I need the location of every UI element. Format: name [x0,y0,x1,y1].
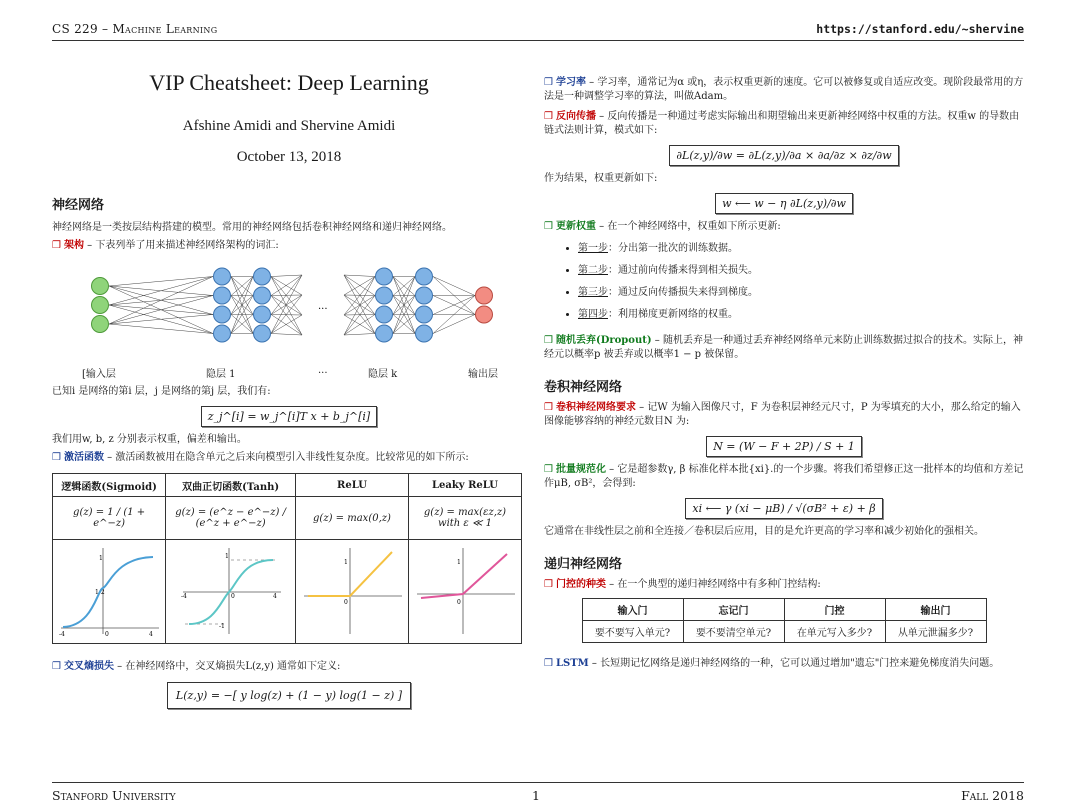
connection-fade [344,275,375,277]
leaky-relu-curve [421,554,507,598]
ellipsis: ... [318,301,328,312]
leaky-relu-plot [409,540,521,640]
connection-fade [344,277,375,316]
bp-text: – 反向传播是一种通过考虑实际输出和期望输出来更新神经网络中权重的方法。权重w 的导数由链式法则计算，模式如下: [544,111,1020,136]
checkbox-icon: ❒ [544,221,553,232]
connection [109,277,213,306]
activation-table [52,473,522,644]
bp-line [544,110,1024,138]
lr-line [544,76,1024,104]
neuron-output [476,306,493,323]
connection-fade [271,334,302,336]
neuron-hidden-b [254,287,271,304]
tick-neg1: -1 [218,623,225,630]
step-label: 第三步 [578,287,608,298]
lr-text: – 学习率，通常记为α 或η，表示权重更新的速度。它可以被修复或自适应改变。现阶段最常用的方法是一种调整学习率的算法，叫做Adam。 [544,77,1024,102]
lstm-text: – 长短期记忆网络是递归神经网络的一种，它可以通过增加"遗忘"门控来避免梯度消失问题。 [588,658,1000,669]
tick-1: 1 [456,559,461,566]
update-formula: w ⟵ w − η ∂L(z,y)/∂w [715,193,853,214]
connection-fade [271,295,302,334]
page-title: VIP Cheatsheet: Deep Learning [149,70,429,95]
sigmoid-plot [53,540,165,640]
act-header-tanh: 双曲正切函数(Tanh) [166,474,296,497]
cnn-keyword: 卷积神经网络要求 [555,402,636,413]
connection [433,277,475,296]
connection-fade [344,296,375,336]
gate-header-forget: 忘记门 [683,599,784,621]
connection-fade [271,275,302,315]
uw-line [544,220,1024,234]
act-formula-leaky [408,497,521,540]
tick-1: 1 [99,555,103,562]
tanh-plot [175,540,287,640]
gate-value-forget: 要不要清空单元? [683,621,784,643]
wbz-text: 我们用w, b, z 分别表示权重，偏差和输出。 [52,434,247,445]
list-item [578,304,1024,326]
ce-text: – 在神经网络中，交叉熵损失L(z,y) 通常如下定义: [113,661,341,672]
lstm-keyword: LSTM [555,658,589,669]
neuron-hidden-d [416,306,433,323]
uw-keyword: 更新权重 [555,221,596,232]
relu-plot [296,540,408,640]
page-header [52,22,1024,41]
tick-neg4: -4 [59,631,65,638]
url-link[interactable]: https://stanford.edu/~shervine [816,22,1024,36]
neuron-hidden-d [416,287,433,304]
checkbox-icon: ❒ [544,658,553,669]
cnn-line [544,401,1024,429]
gate-text: – 在一个典型的递归神经网络中有多种门控结构: [605,579,821,590]
dropout-keyword: 随机丢弃(Dropout) [555,335,652,346]
page-footer [52,782,1024,805]
ce-line [52,660,526,674]
index-text: 已知i 是网络的第i 层，j 是网络的第j 层，我们有: [52,386,271,397]
lstm-line [544,657,1024,671]
checkbox-icon: ❒ [544,579,553,590]
tick-4: 4 [149,631,153,638]
arch-keyword: 架构 [63,240,84,251]
gate-value-output: 从单元泄漏多少? [885,621,986,643]
act-formula-leaky-text: g(z) = max(εz,z) [423,507,507,518]
neuron-hidden-c [376,287,393,304]
tick-0: 0 [343,599,348,606]
checkbox-icon: ❒ [544,464,553,475]
gate-header-gate: 门控 [784,599,885,621]
step-label: 第四步 [578,309,608,320]
tick-0: 0 [456,599,461,606]
bn-keyword: 批量规范化 [555,464,606,475]
bp-keyword: 反向传播 [555,111,596,122]
arch-text: – 下表列举了用来描述神经网络架构的词汇: [83,240,279,251]
neuron-hidden-c [376,268,393,285]
step-label: 第二步 [578,265,608,276]
leaky-note: with ε ≪ 1 [438,518,492,529]
network-diagram [52,253,526,361]
cnn-formula: N = (W − F + 2P) / S + 1 [706,436,862,457]
connection [109,277,213,325]
bn-line [544,463,1024,491]
bn-formula: xi ⟵ γ (xi − μB) / √(σB² + ε) + β [685,498,882,519]
neuron-hidden-d [416,268,433,285]
neuron-hidden-a [214,306,231,323]
tick-1: 1 [224,553,229,560]
left-column [52,48,526,715]
step-label: 第一步 [578,243,608,254]
steps-list [544,238,1024,326]
layer-label-output: 输出层 [468,369,498,380]
authors: Afshine Amidi and Shervine Amidi [182,118,396,134]
checkbox-icon: ❒ [52,240,61,251]
nn-intro: 神经网络是一类按层结构搭建的模型。常用的神经网络包括卷积神经网络和递归神经网络。 [52,222,452,233]
gate-line [544,578,1024,592]
gate-table [582,598,987,643]
layer-label-dots: ... [318,365,328,376]
neuron-hidden-b [254,268,271,285]
act-line [52,451,526,465]
ce-formula: L(z,y) = −[ y log(z) + (1 − y) log(1 − z) ] [167,682,411,709]
checkbox-icon: ❒ [544,402,553,413]
course-name: CS 229 – Machine Learning [52,22,218,36]
lr-keyword: 学习率 [555,77,586,88]
neuron-hidden-c [376,306,393,323]
plot-leaky-cell [408,540,521,644]
gate-header-input: 输入门 [582,599,683,621]
act-header-leaky: Leaky ReLU [408,474,521,497]
step-text: ：分出第一批次的训练数据。 [608,243,738,254]
checkbox-icon: ❒ [544,111,553,122]
tick-1: 1 [343,559,348,566]
neuron-hidden-c [376,325,393,342]
section-heading-nn: 神经网络 [52,198,105,213]
section-heading-cnn: 卷积神经网络 [544,380,623,395]
step-text: ：利用梯度更新网络的权重。 [608,309,738,320]
neuron-hidden-b [254,306,271,323]
step-text: ：通过前向传播来得到相关损失。 [608,265,758,276]
neuron-input [92,297,109,314]
connection-fade [344,275,375,315]
dropout-text: – 随机丢弃是一种通过丢弃神经网络单元来防止训练数据过拟合的技术。实际上，神经元以概率p 被丢弃或以概率1 − p 被保留。 [544,335,1023,360]
bp-formula: ∂L(z,y)/∂w = ∂L(z,y)/∂a × ∂a/∂z × ∂z/∂w [669,145,898,166]
connection-fade [344,296,375,316]
layer-label-input: [输入层 [82,369,116,380]
term: Fall 2018 [961,788,1024,803]
page-number: 1 [532,788,540,803]
bn-after: 它通常在非线性层之前和全连接／卷积层后应用，目的是允许更高的学习率和减少初始化的强相关。 [544,526,984,537]
neuron-hidden-a [214,268,231,285]
connection-fade [344,334,375,336]
gate-keyword: 门控的种类 [555,579,606,590]
checkbox-icon: ❒ [52,661,61,672]
neuron-output [476,287,493,304]
plot-relu-cell [295,540,408,644]
gate-value-gate: 在单元写入多少? [784,621,885,643]
list-item [578,238,1024,260]
tick-4: 4 [272,593,277,600]
date: October 13, 2018 [236,149,342,165]
connection-fade [271,275,302,277]
connection [109,324,213,334]
result-text: 作为结果，权重更新如下: [544,173,658,184]
university: Stanford University [52,788,176,803]
list-item [578,282,1024,304]
act-text: – 激活函数被用在隐含单元之后来向模型引入非线性复杂度。比较常见的如下所示: [103,452,469,463]
z-formula: z_j^[i] = w_j^[i]T x + b_j^[i] [201,406,377,427]
neuron-hidden-d [416,325,433,342]
act-header-sigmoid: 逻辑函数(Sigmoid) [53,474,166,497]
checkbox-icon: ❒ [544,77,553,88]
cnn-text: – 记W 为输入图像尺寸，F 为卷积层神经元尺寸，P 为零填充的大小，那么给定的输入图像能够容纳的神经元数目N 为: [544,402,1021,427]
checkbox-icon: ❒ [52,452,61,463]
act-header-relu: ReLU [295,474,408,497]
connection-fade [271,296,302,316]
section-heading-rnn: 递归神经网络 [544,557,623,572]
connection-fade [271,277,302,316]
layer-label-hiddenk: 隐层 k [368,369,398,380]
connection [109,277,213,287]
connection-fade [271,296,302,336]
act-formula-tanh: g(z) = (e^z − e^−z) / (e^z + e^−z) [166,497,296,540]
layer-labels [52,365,526,379]
tick-neg4: -4 [180,593,187,600]
connection [109,296,213,325]
uw-text: – 在一个神经网络中，权重如下所示更新: [595,221,781,232]
neuron-hidden-a [214,287,231,304]
layer-label-hidden1: 隐层 1 [206,369,236,380]
right-column [544,76,1024,671]
list-item [578,260,1024,282]
tick-0: 0 [105,631,109,638]
act-formula-relu: g(z) = max(0,z) [295,497,408,540]
dropout-line [544,334,1024,362]
ce-keyword: 交叉熵损失 [63,661,114,672]
connection-fade [344,295,375,334]
gate-header-output: 输出门 [885,599,986,621]
neuron-input [92,278,109,295]
plot-sigmoid-cell [53,540,166,644]
gate-value-input: 要不要写入单元? [582,621,683,643]
plot-tanh-cell [166,540,296,644]
neuron-hidden-b [254,325,271,342]
tick-0: 0 [230,593,235,600]
act-keyword: 激活函数 [63,452,104,463]
tick-half: 1/2 [95,589,105,596]
neuron-input [92,316,109,333]
neuron-hidden-a [214,325,231,342]
arch-line [52,239,526,253]
connection [109,315,213,325]
checkbox-icon: ❒ [544,335,553,346]
sigmoid-curve [63,557,153,627]
bn-text: – 它是超参数γ, β 标准化样本批{xi}.的一个步骤。将我们希望修正这一批样本的均值和方差记作μB, σB²，会得到: [544,464,1024,489]
step-text: ：通过反向传播损失来得到梯度。 [608,287,758,298]
connection [433,315,475,334]
act-formula-sigmoid: g(z) = 1 / (1 + e^−z) [53,497,166,540]
